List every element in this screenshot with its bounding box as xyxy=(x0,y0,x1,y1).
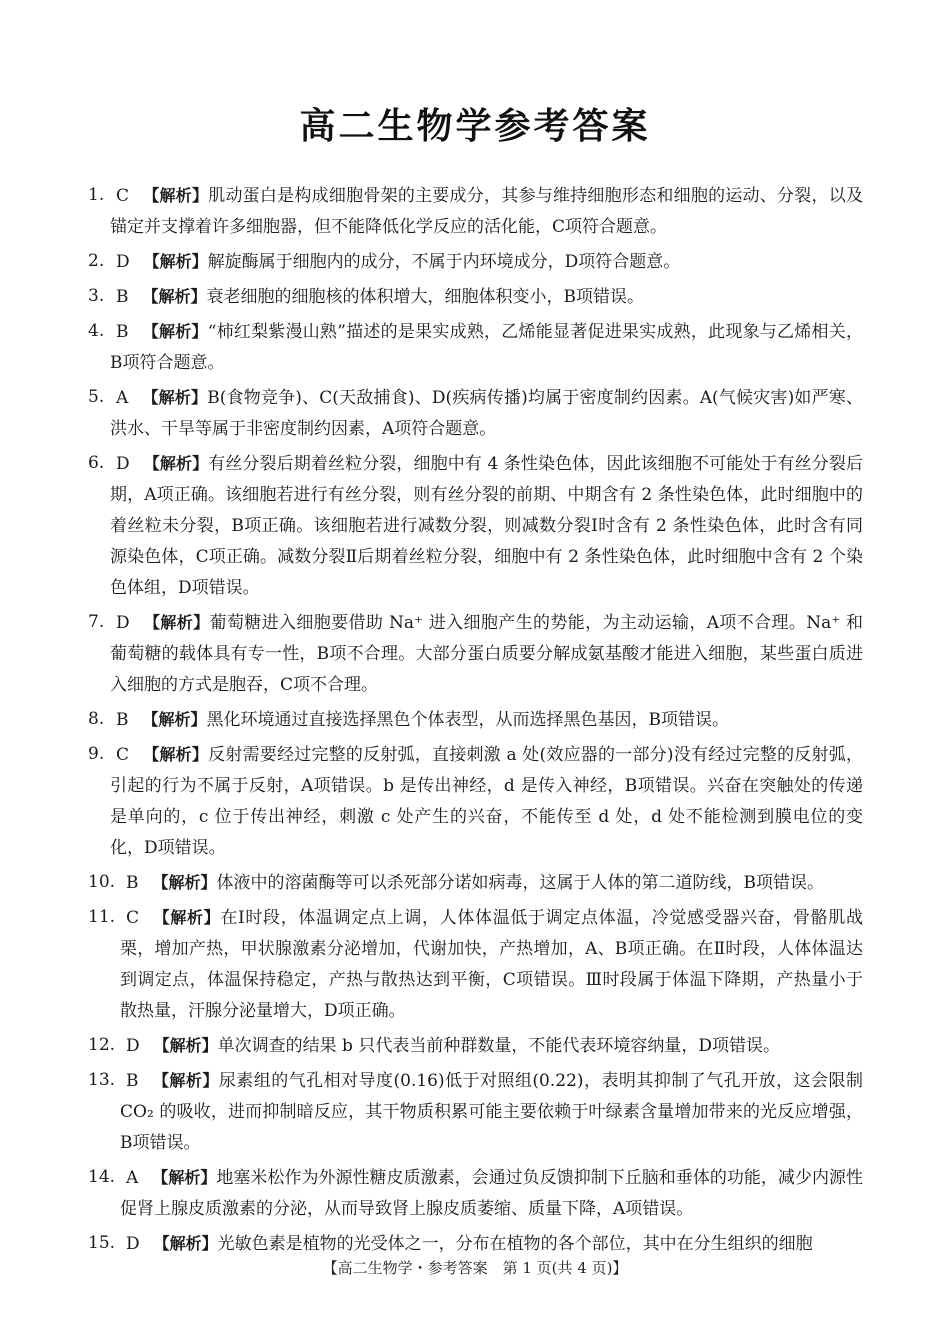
answer-letter: D xyxy=(116,454,130,474)
answer-letter: B xyxy=(126,873,139,893)
analysis-text: 葡萄糖进入细胞要借助 Na⁺ 进入细胞产生的势能，为主动运输，A项不合理。Na⁺ 和葡萄糖的载体具有专一性，B项不合理。大部分蛋白质要分解成氨基酸才能进入细胞，某些蛋白质进入细胞的方式是胞吞，C项不合理。 xyxy=(110,613,863,695)
analysis-tag: 【解析】 xyxy=(143,252,208,271)
item-number: 14. xyxy=(88,1167,116,1187)
analysis-text: 光敏色素是植物的光受体之一，分布在植物的各个部位，其中在分生组织的细胞 xyxy=(217,1234,813,1254)
answer-letter: C xyxy=(116,745,130,765)
answer-letter: D xyxy=(126,1036,140,1056)
analysis-tag: 【解析】 xyxy=(143,186,209,205)
item-number: 8. xyxy=(88,709,105,729)
answer-letter: A xyxy=(116,388,129,408)
analysis-tag: 【解析】 xyxy=(142,388,208,407)
analysis-tag: 【解析】 xyxy=(153,1234,218,1253)
item-number: 3. xyxy=(88,286,105,306)
item-number: 7. xyxy=(88,612,105,632)
answer-item xyxy=(88,180,863,243)
answer-item xyxy=(88,316,863,379)
item-number: 11. xyxy=(88,907,116,927)
analysis-text: 在Ⅰ时段，体温调定点上调，人体体温低于调定点体温，冷觉感受器兴奋，骨骼肌战栗，增加产热，甲状腺激素分泌增加，代谢加快，产热增加，A、B项正确。在Ⅱ时段，人体体温达到调定点，体温保持稳定，产热与散热达到平衡，C项错误。Ⅲ时段属于体温下降期，产热量小于散热量，汗腺分泌量增大，D项正确。 xyxy=(120,908,863,1021)
analysis-tag: 【解析】 xyxy=(152,873,217,892)
item-number: 1. xyxy=(88,185,105,205)
analysis-tag: 【解析】 xyxy=(152,1168,217,1187)
answer-letter: B xyxy=(116,322,129,342)
analysis-text: “柿红梨紫漫山熟”描述的是果实成熟，乙烯能显著促进果实成熟，此现象与乙烯相关，B项符合题意。 xyxy=(110,322,863,373)
analysis-text: B(食物竞争)、C(天敌捕食)、D(疾病传播)均属于密度制约因素。A(气候灾害)如严寒、洪水、干旱等属于非密度制约因素，A项符合题意。 xyxy=(110,388,863,439)
answer-item xyxy=(88,1030,863,1062)
item-number: 2. xyxy=(88,251,105,271)
analysis-tag: 【解析】 xyxy=(153,1036,218,1055)
answer-list xyxy=(88,180,863,1263)
answer-letter: B xyxy=(116,287,129,307)
answer-item xyxy=(88,607,863,701)
page-title: 高二生物学参考答案 xyxy=(299,106,651,147)
analysis-text: 单次调查的结果 b 只代表当前种群数量，不能代表环境容纳量，D项错误。 xyxy=(217,1036,780,1056)
analysis-text: 解旋酶属于细胞内的成分，不属于内环境成分，D项符合题意。 xyxy=(207,252,681,272)
analysis-text: 反射需要经过完整的反射弧，直接刺激 a 处(效应器的一部分)没有经过完整的反射弧，引起的行为不属于反射，A项错误。b 是传出神经，d 是传入神经，B项错误。兴奋在突触处的传递是单向的，c 位于传出神经，刺激 c 处产生的兴奋，不能传至 d 处，d 处不能检测到膜电位的变化，D项错误。 xyxy=(110,745,863,858)
answer-letter: B xyxy=(126,1071,139,1091)
answer-item xyxy=(88,1065,863,1159)
item-number: 4. xyxy=(88,321,105,341)
analysis-tag: 【解析】 xyxy=(153,908,221,927)
item-number: 5. xyxy=(88,387,105,407)
item-number: 13. xyxy=(88,1070,116,1090)
analysis-tag: 【解析】 xyxy=(143,613,210,632)
analysis-text: 黑化环境通过直接选择黑色个体表型，从而选择黑色基因，B项错误。 xyxy=(206,710,730,730)
item-number: 12. xyxy=(88,1035,116,1055)
item-number: 15. xyxy=(88,1233,116,1253)
answer-letter: C xyxy=(126,908,140,928)
item-number: 9. xyxy=(88,744,105,764)
answer-letter: D xyxy=(116,252,130,272)
answer-letter: A xyxy=(126,1168,139,1188)
answer-item xyxy=(88,1228,863,1260)
item-number: 10. xyxy=(88,872,116,892)
page-footer: 【高二生物学・参考答案 第 1 页(共 4 页)】 xyxy=(322,1259,628,1277)
analysis-text: 体液中的溶菌酶等可以杀死部分诺如病毒，这属于人体的第二道防线，B项错误。 xyxy=(216,873,825,893)
analysis-tag: 【解析】 xyxy=(142,710,207,729)
answer-letter: B xyxy=(116,710,129,730)
analysis-text: 尿素组的气孔相对导度(0.16)低于对照组(0.22)，表明其抑制了气孔开放，这会限制 CO₂ 的吸收，进而抑制暗反应，其干物质积累可能主要依赖于叶绿素含量增加带来的光反应增强，B项错误。 xyxy=(120,1071,863,1153)
answer-item xyxy=(88,1162,863,1225)
answer-item xyxy=(88,281,863,313)
answer-item xyxy=(88,246,863,278)
answer-item xyxy=(88,867,863,899)
analysis-tag: 【解析】 xyxy=(142,322,208,341)
answer-letter: C xyxy=(116,186,130,206)
analysis-tag: 【解析】 xyxy=(152,1071,219,1090)
item-number: 6. xyxy=(88,453,105,473)
analysis-tag: 【解析】 xyxy=(143,745,209,764)
answer-item xyxy=(88,382,863,445)
analysis-tag: 【解析】 xyxy=(142,287,207,306)
answer-letter: D xyxy=(116,613,130,633)
analysis-text: 有丝分裂后期着丝粒分裂，细胞中有 4 条性染色体，因此该细胞不可能处于有丝分裂后期，A项正确。该细胞若进行有丝分裂，则有丝分裂的前期、中期含有 2 条性染色体，此时细胞中的着丝粒未分裂，B项正确。该细胞若进行减数分裂，则减数分裂Ⅰ时含有 2 条性染色体，此时含有同源染色体，C项正确。减数分裂Ⅱ后期着丝粒分裂，细胞中有 2 条性染色体，此时细胞中含有 2 个染色体组，D项错误。 xyxy=(110,454,863,598)
answer-item xyxy=(88,704,863,736)
answer-item xyxy=(88,739,863,864)
analysis-text: 衰老细胞的细胞核的体积增大，细胞体积变小，B项错误。 xyxy=(206,287,645,307)
answer-item xyxy=(88,902,863,1027)
analysis-text: 肌动蛋白是构成细胞骨架的主要成分，其参与维持细胞形态和细胞的运动、分裂，以及锚定并支撑着许多细胞器，但不能降低化学反应的活化能，C项符合题意。 xyxy=(110,186,863,237)
answer-item xyxy=(88,448,863,604)
analysis-text: 地塞米松作为外源性糖皮质激素，会通过负反馈抑制下丘脑和垂体的功能，减少内源性促肾上腺皮质激素的分泌，从而导致肾上腺皮质萎缩、质量下降，A项错误。 xyxy=(120,1168,863,1219)
answer-letter: D xyxy=(126,1234,140,1254)
analysis-tag: 【解析】 xyxy=(143,454,209,473)
